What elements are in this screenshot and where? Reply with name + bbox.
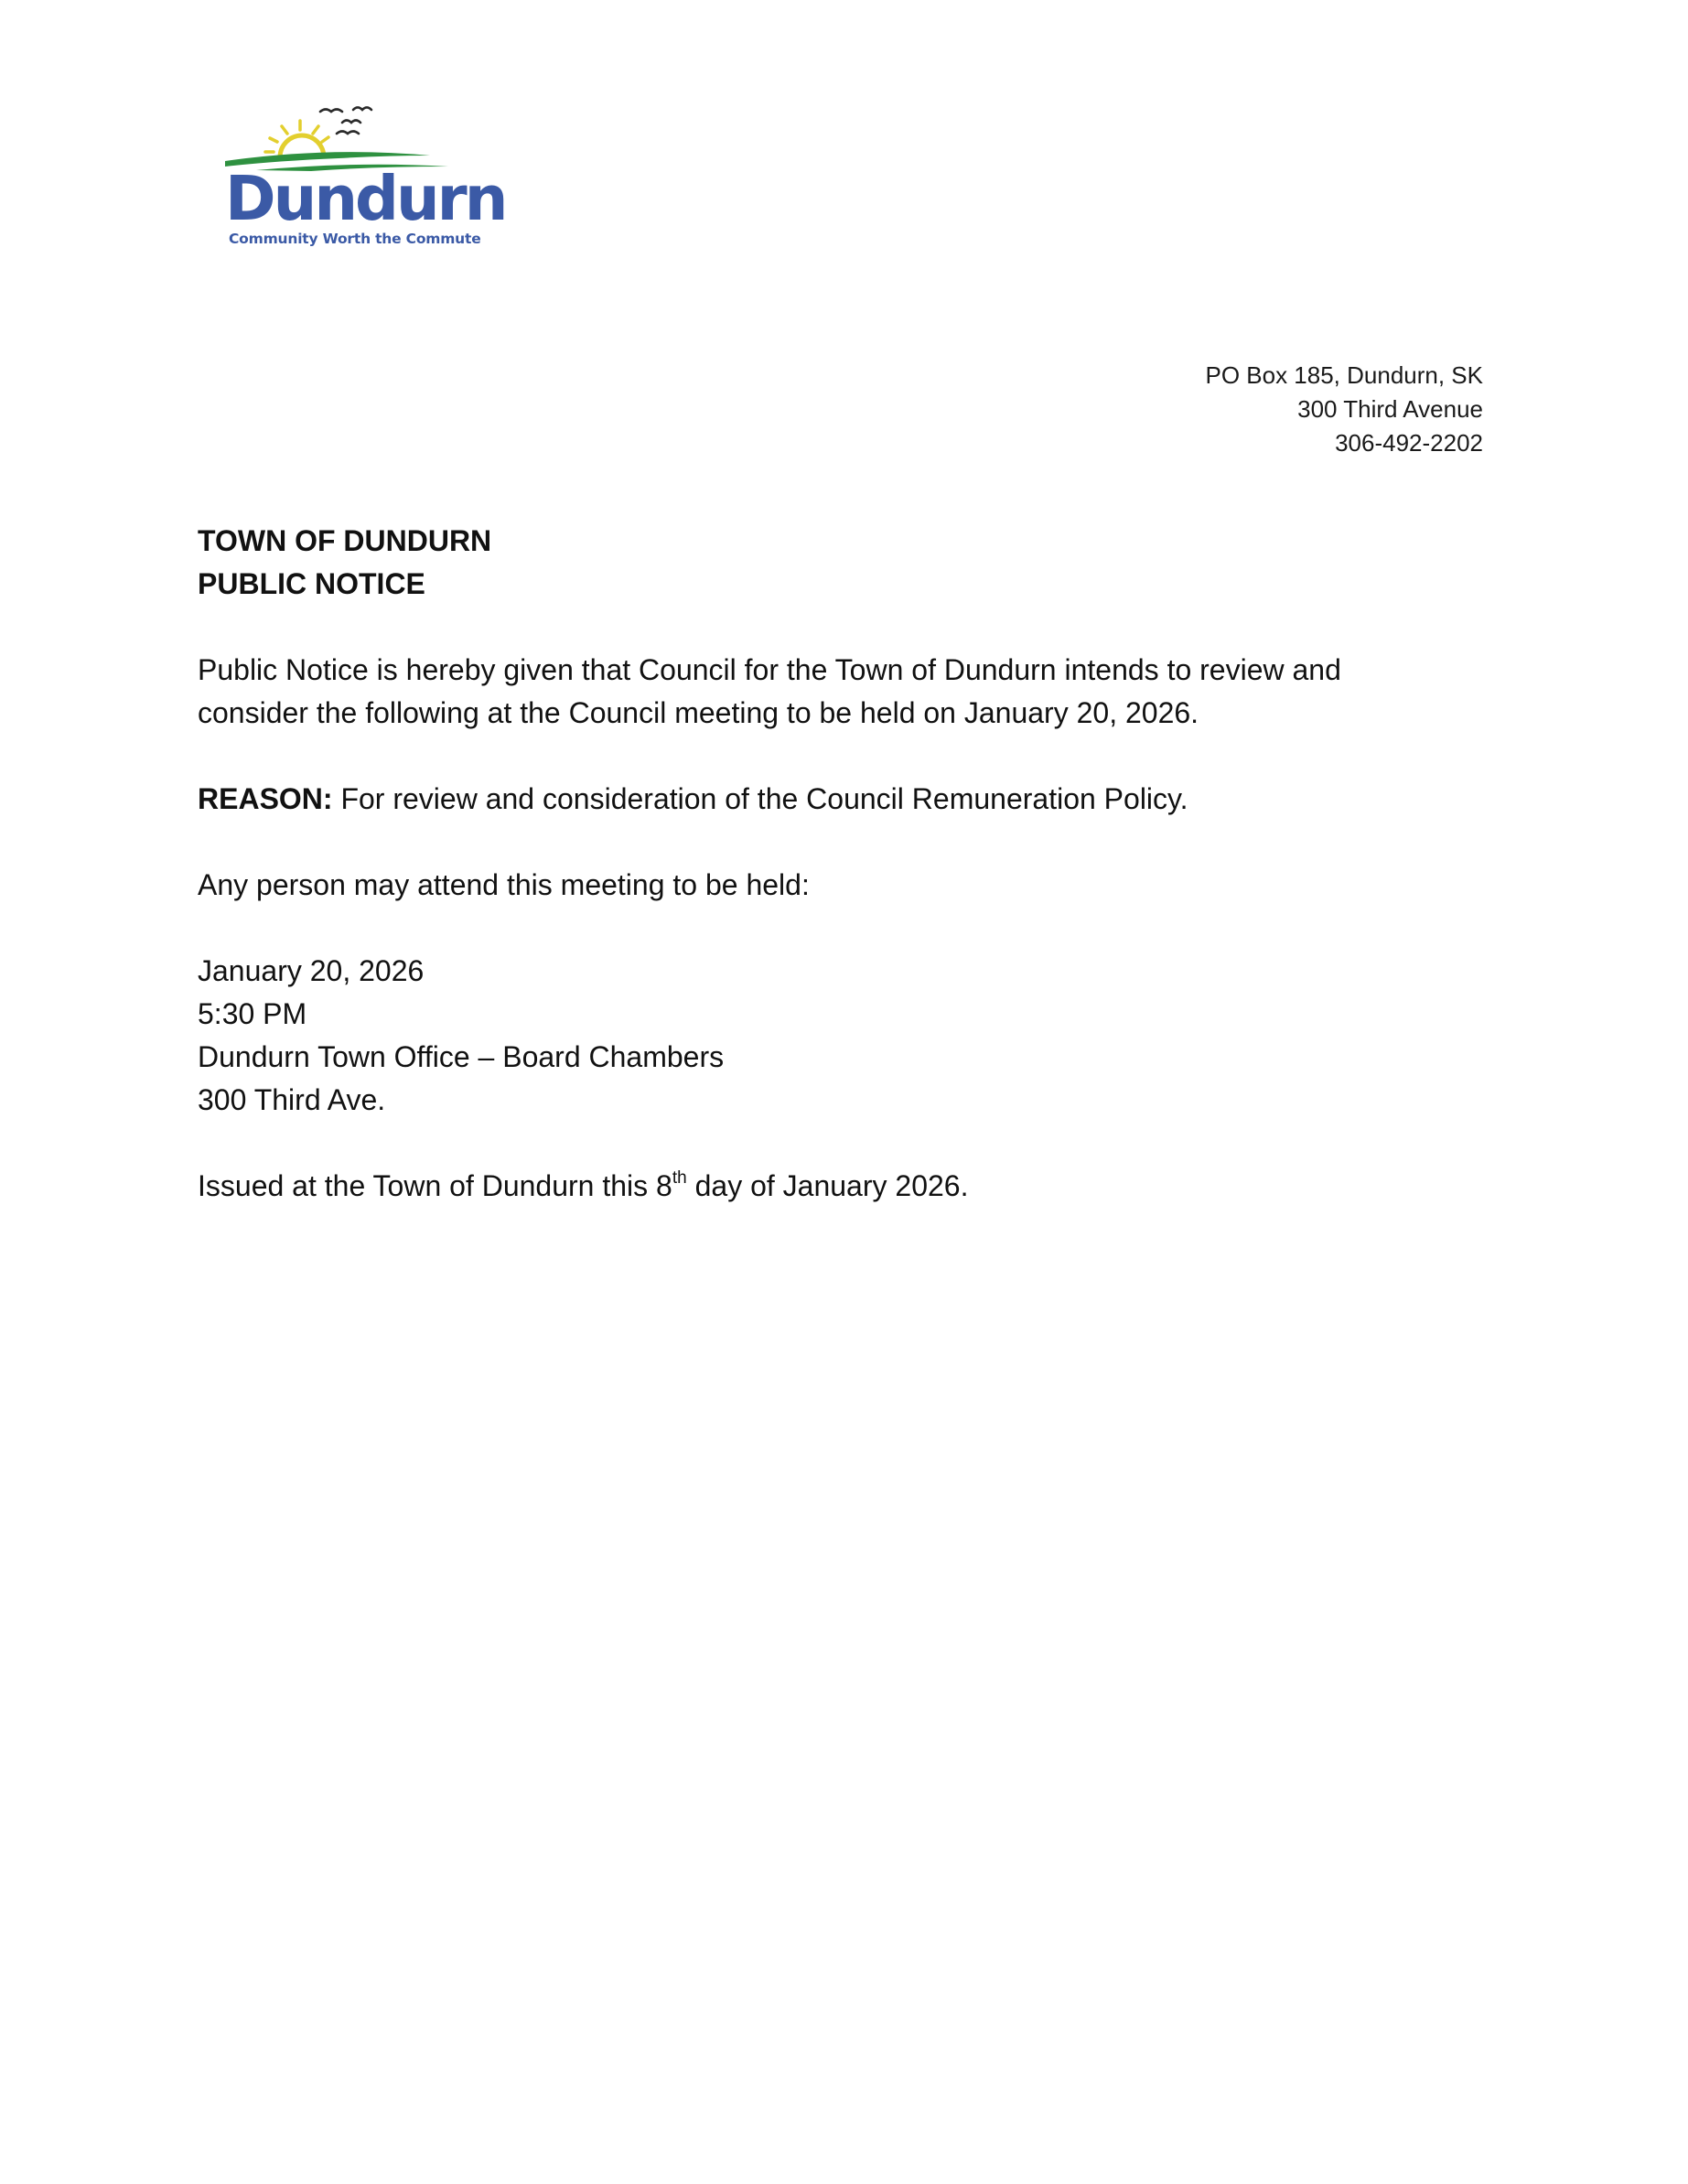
address-street: 300 Third Avenue <box>1297 395 1483 423</box>
town-logo <box>220 101 506 256</box>
logo-tagline: Community Worth the Commute <box>229 231 481 247</box>
contact-address <box>1205 359 1483 460</box>
intro-paragraph <box>198 649 1497 735</box>
reason-text: For review and consideration of the Council Remuneration Policy. <box>332 782 1188 815</box>
issued-text-end: day of January 2026. <box>686 1169 969 1202</box>
meeting-date: January 20, 2026 <box>198 954 425 987</box>
attend-paragraph: Any person may attend this meeting to be held: <box>198 868 810 901</box>
logo-wordmark: Dundurn <box>225 163 506 234</box>
meeting-time: 5:30 PM <box>198 997 307 1030</box>
notice-heading <box>198 520 1497 606</box>
issued-paragraph <box>198 1165 1497 1208</box>
reason-label: REASON: <box>198 782 333 815</box>
heading-public-notice: PUBLIC NOTICE <box>198 567 425 600</box>
issued-ordinal-suffix: th <box>672 1168 687 1188</box>
heading-town: TOWN OF DUNDURN <box>198 524 492 557</box>
address-po-box: PO Box 185, Dundurn, SK <box>1205 361 1483 389</box>
intro-line-1: Public Notice is hereby given that Council for the Town of Dundurn intends to review and <box>198 653 1341 686</box>
meeting-details <box>198 950 1497 1122</box>
intro-line-2: consider the following at the Council meeting to be held on January 20, 2026. <box>198 696 1199 729</box>
notice-body <box>198 520 1497 1208</box>
issued-text-start: Issued at the Town of Dundurn this 8 <box>198 1169 672 1202</box>
meeting-address: 300 Third Ave. <box>198 1083 386 1116</box>
address-phone: 306-492-2202 <box>1335 429 1483 457</box>
meeting-location: Dundurn Town Office – Board Chambers <box>198 1040 725 1073</box>
reason-paragraph <box>198 778 1497 821</box>
